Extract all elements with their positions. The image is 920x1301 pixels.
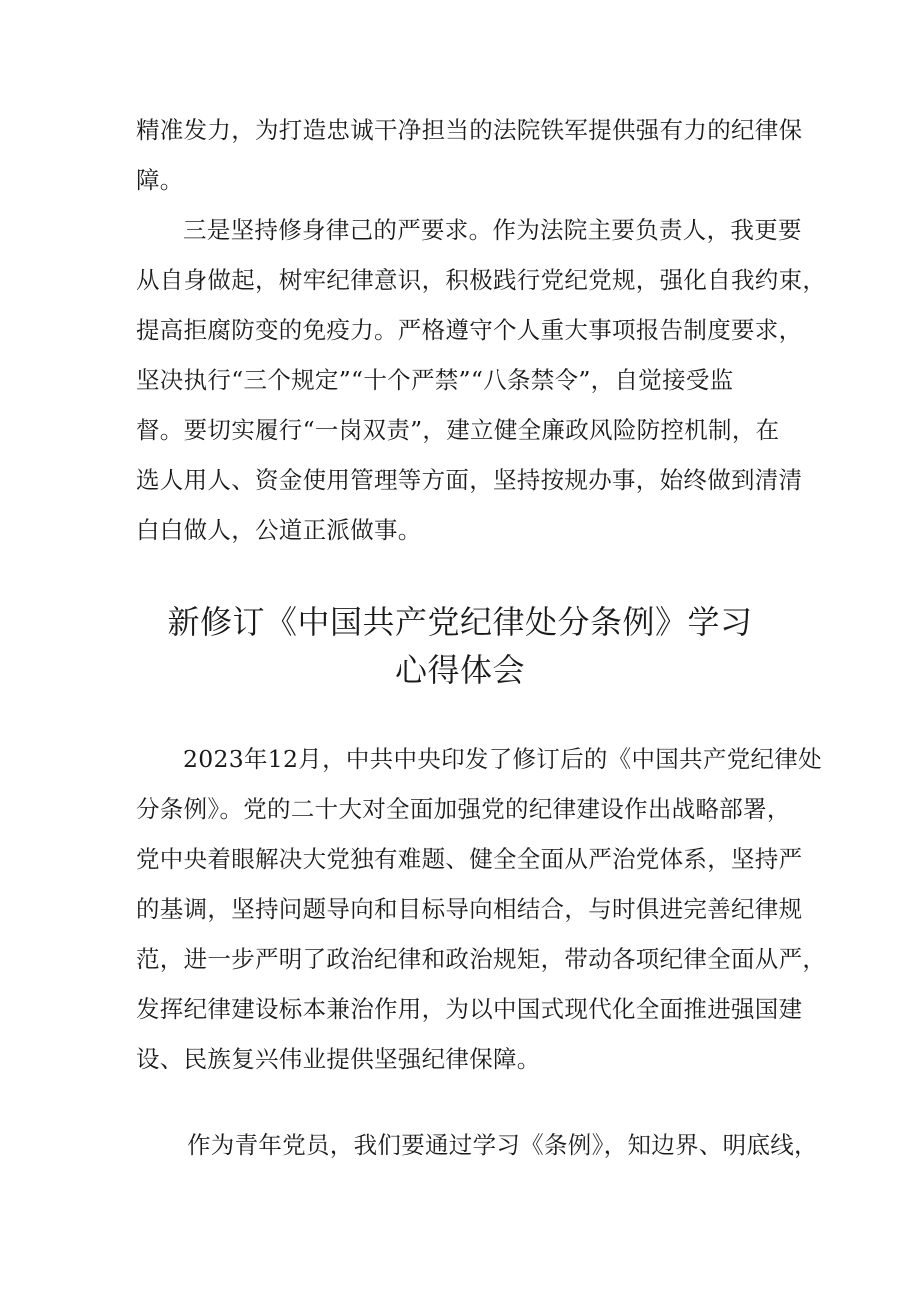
body-text-line: 设、民族复兴伟业提供坚强纪律保障。 [136,1045,541,1073]
body-text-line: 分条例》。党的二十大对全面加强党的纪律建设作出战略部署， [136,795,791,823]
body-text-line: 坚决执行“三个规定”“十个严禁”“八条禁令”，自觉接受监 [136,366,734,394]
body-text-line: 精准发力，为打造忠诚干净担当的法院铁军提供强有力的纪律保 [136,116,803,144]
article-title-continued: 心得体会 [394,651,525,689]
body-text-line: 的基调，坚持问题导向和目标导向相结合，与时俱进完善纪律规 [136,895,803,923]
body-text-line: 提高拒腐防变的免疫力。严格遵守个人重大事项报告制度要求， [136,316,803,344]
body-text-line: 白白做人，公道正派做事。 [136,516,422,544]
body-text-line: 督。要切实履行“一岗双责”，建立健全廉政风险防控机制，在 [136,416,780,444]
body-text-line: 发挥纪律建设标本兼治作用，为以中国式现代化全面推进强国建 [136,995,803,1023]
body-text-line: 选人用人、资金使用管理等方面，坚持按规办事，始终做到清清 [136,466,803,494]
body-text-line: 障。 [136,166,184,194]
article-title: 新修订《中国共产党纪律处分条例》学习 [167,603,753,641]
body-text-line: 党中央着眼解决大党独有难题、健全全面从严治党体系，坚持严 [136,845,803,873]
body-text-line: 2023年12月，中共中央印发了修订后的《中国共产党纪律处 [183,745,822,773]
body-text-line: 作为青年党员，我们要通过学习《条例》，知边界、明底线， [187,1131,818,1159]
body-text-line: 从自身做起，树牢纪律意识，积极践行党纪党规，强化自我约束， [136,266,827,294]
body-text-line: 三是坚持修身律己的严要求。作为法院主要负责人，我更要 [183,216,802,244]
body-text-line: 范，进一步严明了政治纪律和政治规矩，带动各项纪律全面从严， [136,945,827,973]
